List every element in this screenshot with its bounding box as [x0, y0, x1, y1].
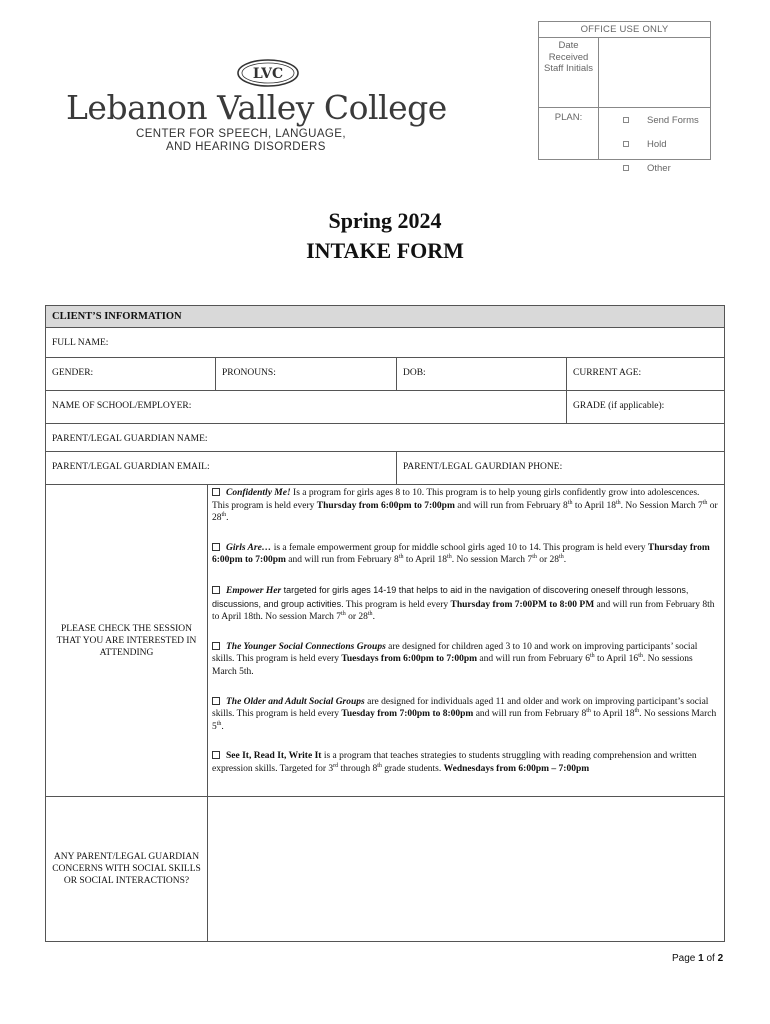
program-list — [208, 485, 724, 796]
section-header: CLIENT’S INFORMATION — [46, 306, 724, 328]
office-use-box — [538, 21, 711, 174]
page-number: Page 1 of 2 — [672, 953, 724, 964]
plan-option-send-forms[interactable]: Send Forms — [599, 108, 710, 132]
office-entry-field[interactable] — [599, 38, 710, 107]
guardian-name-row — [46, 424, 724, 452]
program-confidently-me: Confidently Me! Is a program for girls ages 8 to 10. This program is to help young girls confidently grow into adolescences. This program is held every Thursday from 6:00pm to 7:00pm and will run from February 8th to April 18th. No Session March 7th or 28th. — [212, 488, 718, 524]
school-row — [46, 391, 724, 424]
plan-label: PLAN: — [539, 108, 599, 160]
guardian-contact-row — [46, 452, 724, 485]
checkbox-icon[interactable] — [212, 586, 220, 594]
form-title: INTAKE FORM — [306, 238, 464, 263]
school-field[interactable]: NAME OF SCHOOL/EMPLOYER: — [46, 391, 567, 423]
staff-initials-label: Staff Initials — [544, 63, 593, 74]
office-labels — [539, 38, 599, 107]
center-name-line2: AND HEARING DISORDERS — [166, 141, 326, 153]
checkbox-icon[interactable] — [212, 642, 220, 650]
checkbox-icon[interactable] — [623, 165, 629, 171]
full-name-field[interactable]: FULL NAME: — [52, 338, 109, 348]
pronouns-field[interactable]: PRONOUNS: — [216, 358, 397, 390]
college-logo — [66, 58, 476, 154]
checkbox-icon[interactable] — [623, 117, 629, 123]
program-older-adult-social-groups: The Older and Adult Social Groups are designed for individuals aged 11 and older and work on improving participant’s social skills. This program is held every Tuesday from 7:00pm to 8:00pm and will run from February 8th to April 18th. No sessions March 5th. — [212, 696, 717, 732]
grade-field[interactable]: GRADE (if applicable): — [573, 401, 665, 411]
current-age-field[interactable]: CURRENT AGE: — [573, 368, 642, 378]
session-selection-row — [46, 485, 724, 797]
intake-form-table — [45, 305, 725, 942]
concerns-answer-field[interactable] — [208, 797, 724, 941]
office-use-header: OFFICE USE ONLY — [539, 22, 710, 38]
guardian-phone-field[interactable]: PARENT/LEGAL GAURDIAN PHONE: — [403, 462, 563, 472]
program-girls-are: Girls Are… is a female empowerment group for middle school girls aged 10 to 14. This program is held every Thursday from 6:00pm to 7:00pm and will run from February 8th to April 18th. No session March 7th or 28th. — [212, 542, 710, 566]
checkbox-icon[interactable] — [212, 751, 220, 759]
checkbox-icon[interactable] — [623, 141, 629, 147]
svg-text:LVC: LVC — [252, 66, 284, 82]
college-name: Lebanon Valley College — [66, 88, 447, 127]
dob-field[interactable]: DOB: — [397, 358, 567, 390]
concerns-row — [46, 797, 724, 941]
plan-option-hold[interactable]: Hold — [599, 132, 710, 156]
plan-option-other[interactable]: Other — [599, 156, 710, 180]
lvc-seal-icon — [236, 58, 300, 88]
program-see-it-read-it-write-it: See It, Read It, Write It is a program that teaches strategies to students struggling with reading comprehension and written expression skills. Targeted for 3rd through 8th grade students. Wednesdays from 6:00pm – 7:00pm — [212, 751, 697, 774]
gender-field[interactable]: GENDER: — [46, 358, 216, 390]
checkbox-icon[interactable] — [212, 543, 220, 551]
concerns-label: ANY PARENT/LEGAL GUARDIAN CONCERNS WITH SOCIAL SKILLS OR SOCIAL INTERACTIONS? — [46, 797, 208, 941]
program-empower-her: Empower Her targeted for girls ages 14-19 that helps to aid in the navigation of discovering oneself through lessons, discussions, and group activities. This program is held every Thursday from 7:00PM to 8:00 PM and will run from February 8th to April 18th. No session March 7th or 28th. — [212, 584, 715, 623]
demographics-row — [46, 358, 724, 391]
date-received-label: Date Received — [548, 40, 589, 63]
program-younger-social-connections: The Younger Social Connections Groups are designed for children aged 3 to 10 and work on improving participants’ social skills. This program is held every Tuesdays from 6:00pm to 7:00pm and will run from February 6th to April 16th. No sessions March 5th. — [212, 641, 698, 677]
checkbox-icon[interactable] — [212, 697, 220, 705]
guardian-email-field[interactable]: PARENT/LEGAL GUARDIAN EMAIL: — [46, 452, 397, 484]
session-label: PLEASE CHECK THE SESSION THAT YOU ARE INTERESTED IN ATTENDING — [46, 485, 208, 796]
checkbox-icon[interactable] — [212, 488, 220, 496]
form-title-season: Spring 2024 — [328, 208, 442, 233]
full-name-row — [46, 328, 724, 358]
guardian-name-field[interactable]: PARENT/LEGAL GUARDIAN NAME: — [52, 434, 208, 444]
center-name — [136, 128, 346, 154]
center-name-line1: CENTER FOR SPEECH, LANGUAGE, — [136, 128, 346, 140]
